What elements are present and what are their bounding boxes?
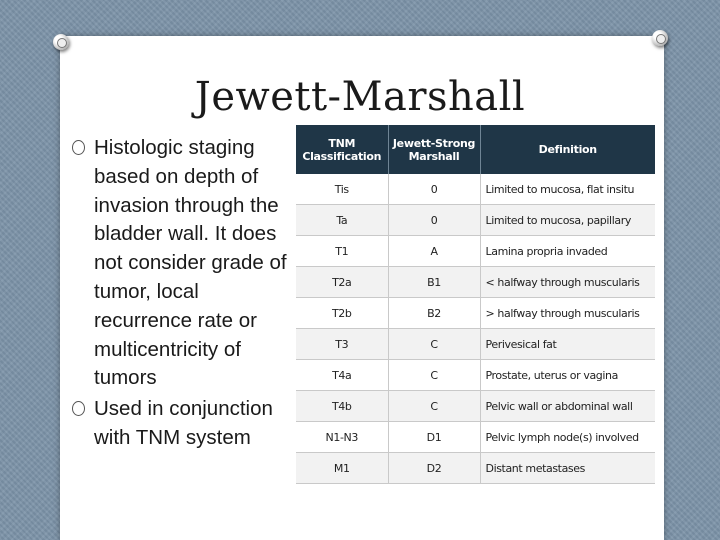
jewett-cell: B1 <box>388 267 480 298</box>
staging-table <box>296 125 655 484</box>
tnm-cell: Tis <box>296 174 388 205</box>
table-row <box>296 453 655 484</box>
definition-cell: > halfway through muscularis <box>480 298 655 329</box>
definition-cell: < halfway through muscularis <box>480 267 655 298</box>
tnm-cell: T3 <box>296 329 388 360</box>
jewett-cell: C <box>388 391 480 422</box>
tnm-cell: T1 <box>296 236 388 267</box>
definition-cell: Lamina propria invaded <box>480 236 655 267</box>
jewett-cell: C <box>388 329 480 360</box>
table-row <box>296 391 655 422</box>
table-row <box>296 174 655 205</box>
tnm-cell: T2a <box>296 267 388 298</box>
definition-cell: Perivesical fat <box>480 329 655 360</box>
table-row <box>296 422 655 453</box>
bullet-item <box>66 134 292 393</box>
bullet-list <box>66 134 292 453</box>
table-row <box>296 205 655 236</box>
jewett-cell: A <box>388 236 480 267</box>
table-row <box>296 298 655 329</box>
pushpin-icon <box>652 30 668 46</box>
bullet-text: Used in conjunction with TNM system <box>94 397 273 449</box>
slide-title: Jewett-Marshall <box>194 74 526 120</box>
table-row <box>296 267 655 298</box>
column-header-definition: Definition <box>480 125 655 174</box>
table-header-row <box>296 125 655 174</box>
definition-cell: Limited to mucosa, papillary <box>480 205 655 236</box>
tnm-cell: T2b <box>296 298 388 329</box>
circle-bullet-icon <box>72 401 85 416</box>
tnm-cell: T4b <box>296 391 388 422</box>
tnm-cell: N1-N3 <box>296 422 388 453</box>
bullet-item <box>66 395 292 453</box>
jewett-cell: 0 <box>388 174 480 205</box>
jewett-cell: 0 <box>388 205 480 236</box>
pushpin-icon <box>53 34 69 50</box>
tnm-cell: T4a <box>296 360 388 391</box>
definition-cell: Distant metastases <box>480 453 655 484</box>
definition-cell: Limited to mucosa, flat insitu <box>480 174 655 205</box>
jewett-cell: C <box>388 360 480 391</box>
tnm-cell: M1 <box>296 453 388 484</box>
circle-bullet-icon <box>72 140 85 155</box>
column-header-tnm: TNM Classification <box>296 125 388 174</box>
bullet-text: Histologic staging based on depth of invasion through the bladder wall. It does not consider grade of tumor, local recurrence rate or multicentricity of tumors <box>94 136 287 390</box>
tnm-cell: Ta <box>296 205 388 236</box>
definition-cell: Prostate, uterus or vagina <box>480 360 655 391</box>
definition-cell: Pelvic lymph node(s) involved <box>480 422 655 453</box>
table-row <box>296 236 655 267</box>
table-row <box>296 360 655 391</box>
jewett-cell: B2 <box>388 298 480 329</box>
definition-cell: Pelvic wall or abdominal wall <box>480 391 655 422</box>
table-row <box>296 329 655 360</box>
jewett-cell: D1 <box>388 422 480 453</box>
column-header-jewett: Jewett-Strong Marshall <box>388 125 480 174</box>
jewett-cell: D2 <box>388 453 480 484</box>
